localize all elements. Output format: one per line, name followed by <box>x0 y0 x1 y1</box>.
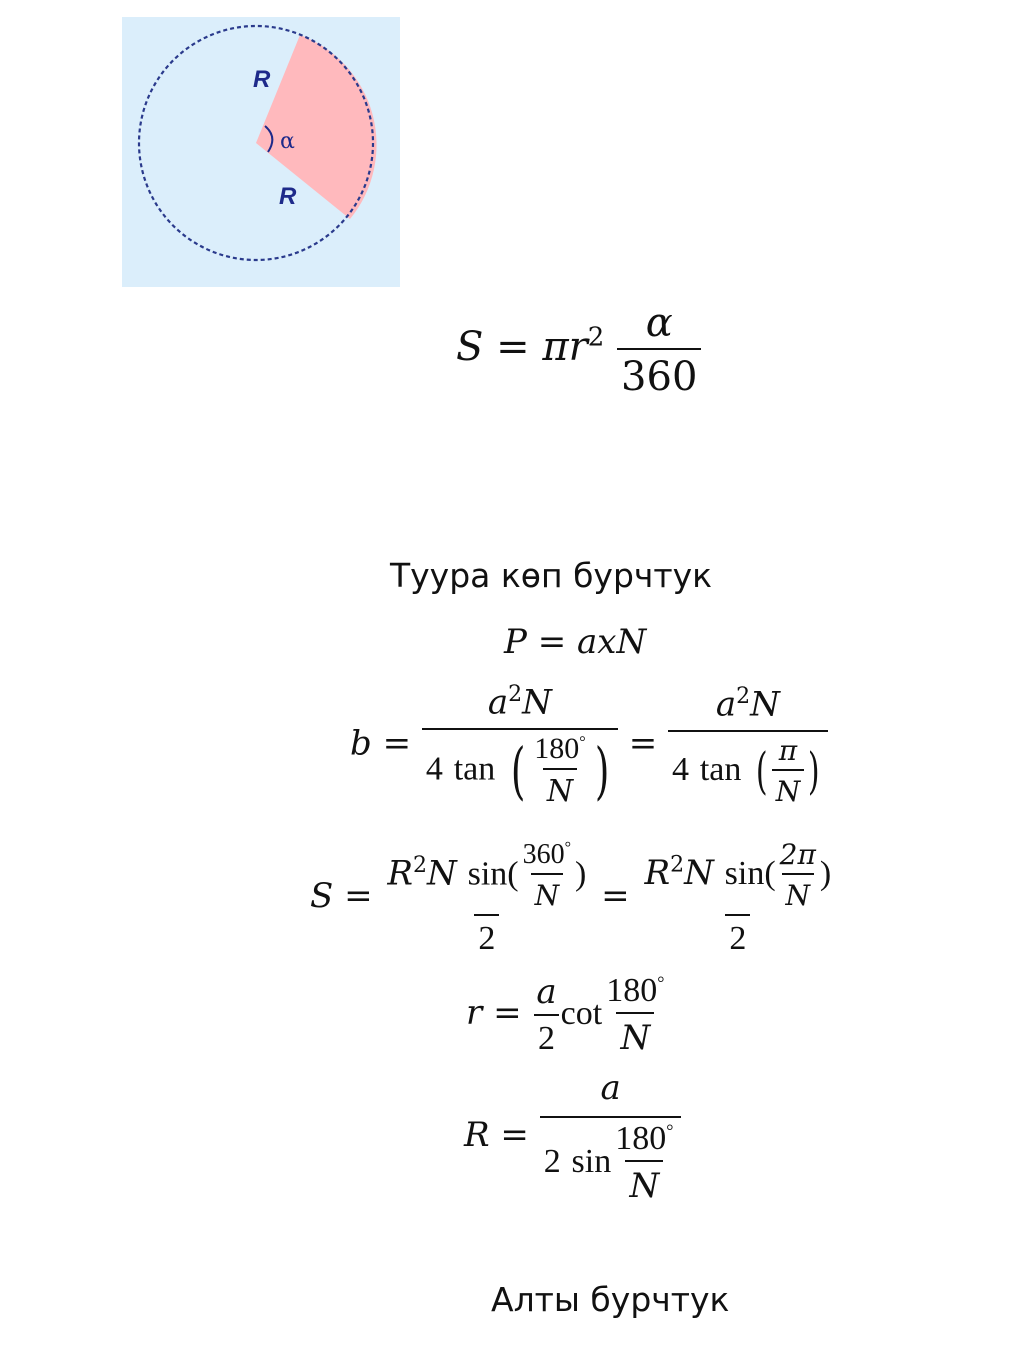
circumradius-lhs: R <box>464 1115 490 1155</box>
fraction-denominator <box>540 1116 682 1206</box>
angle-numerator: 2π <box>779 838 816 871</box>
sides-count-var: N <box>750 683 780 724</box>
sin-function: sin <box>571 1143 612 1180</box>
equals-sign: = <box>601 876 630 916</box>
equals-sign: = <box>344 876 373 916</box>
exponent: 2 <box>413 852 428 878</box>
exponent: 2 <box>670 852 685 878</box>
sector-diagram <box>122 17 400 287</box>
exponent: 2 <box>508 682 523 707</box>
angle-denominator: N <box>782 873 815 912</box>
angle-denominator: N <box>616 1012 654 1058</box>
angle-denominator: N <box>625 1160 663 1206</box>
tan-function: tan <box>699 750 742 788</box>
polygon-area-s-formula <box>310 838 835 958</box>
heading-regular-polygon: Туура көп бурчтук <box>390 556 713 595</box>
right-paren: ) <box>808 741 820 800</box>
fraction-numerator <box>484 682 556 728</box>
angle-label: α <box>280 129 295 154</box>
sin-function: sin <box>467 855 508 892</box>
angle-fraction <box>611 1120 677 1206</box>
sides-count-var: N <box>427 853 457 893</box>
fraction-denominator: 2 <box>474 914 499 958</box>
sin-function: sin <box>724 855 765 892</box>
side-var: a <box>487 682 509 723</box>
equals-sign: = <box>537 622 567 662</box>
equals-sign: = <box>628 723 658 764</box>
polygon-area-b-formula <box>350 682 828 809</box>
sides-count-var: N <box>684 853 714 893</box>
fraction-numerator: a <box>536 972 557 1012</box>
coefficient: 4 <box>425 750 443 788</box>
equals-sign: = <box>493 993 522 1033</box>
angle-denominator: N <box>543 768 577 809</box>
angle-numerator: 180° <box>534 732 586 766</box>
fraction-numerator: $R^2N$ sin( $\frac{2\pi}{N}$ ) <box>644 838 832 912</box>
fraction-denominator <box>668 730 828 808</box>
inradius-lhs: r <box>466 993 483 1033</box>
radius-label-bottom: R <box>279 183 297 210</box>
area-b-fraction-degrees <box>422 682 618 809</box>
left-paren: ( <box>510 734 526 808</box>
angle-fraction <box>519 839 575 912</box>
angle-numerator: 180° <box>615 1120 674 1157</box>
angle-fraction <box>602 972 668 1058</box>
circumradius-var: R <box>387 853 414 893</box>
angle-denominator: N <box>531 873 564 912</box>
circumradius-var: R <box>644 853 671 893</box>
perimeter-lhs: P <box>504 622 527 662</box>
area-s-fraction-degrees <box>383 839 590 958</box>
half-side-fraction <box>532 972 560 1058</box>
sector-area-formula <box>456 300 701 400</box>
heading-hexagon: Алты бурчтук <box>491 1280 730 1319</box>
perimeter-rhs: axN <box>577 622 647 662</box>
fraction-denominator <box>422 728 618 809</box>
fraction-numerator: a <box>600 1068 621 1108</box>
inradius-formula <box>466 972 668 1058</box>
angle-numerator: π <box>778 733 798 767</box>
angle-fraction <box>617 300 701 400</box>
fraction-numerator: α <box>645 300 673 346</box>
area-s-fraction-radians <box>640 838 835 958</box>
fraction-numerator: $R^2N$ sin( $\frac{360^\circ}{N}$ ) <box>387 838 587 912</box>
angle-fraction <box>776 838 820 912</box>
fraction-denominator: 2 <box>534 1014 559 1058</box>
fraction-denominator: 2 <box>725 914 750 958</box>
area-b-lhs: b <box>350 723 372 764</box>
angle-denominator: N <box>772 769 805 808</box>
equals-sign: = <box>382 723 412 764</box>
exponent: 2 <box>587 322 605 353</box>
circumradius-fraction <box>540 1068 682 1206</box>
perimeter-formula <box>504 622 646 662</box>
fraction-numerator <box>712 684 784 730</box>
side-var: a <box>715 683 737 724</box>
coefficient: 2 <box>543 1143 561 1180</box>
formula-lhs: S <box>456 324 484 370</box>
angle-numerator: 180° <box>606 972 665 1009</box>
coefficient: 4 <box>672 750 689 788</box>
radius-var: r <box>568 324 588 370</box>
sides-count-var: N <box>522 682 552 723</box>
angle-fraction <box>772 734 805 808</box>
equals-sign: = <box>496 324 530 370</box>
circumradius-formula <box>464 1068 681 1206</box>
tan-function: tan <box>453 750 496 788</box>
left-paren: ( <box>756 741 768 800</box>
right-paren: ) <box>594 734 610 808</box>
area-s-lhs: S <box>310 876 334 916</box>
pi-symbol: π <box>542 324 569 370</box>
equals-sign: = <box>500 1115 529 1155</box>
exponent: 2 <box>736 683 751 709</box>
fraction-denominator: 360 <box>617 348 701 400</box>
angle-numerator: 360° <box>522 838 572 870</box>
area-b-fraction-radians <box>668 684 828 808</box>
cot-function: cot <box>560 995 603 1032</box>
angle-fraction <box>530 732 589 809</box>
radius-label-top: R <box>253 66 271 93</box>
